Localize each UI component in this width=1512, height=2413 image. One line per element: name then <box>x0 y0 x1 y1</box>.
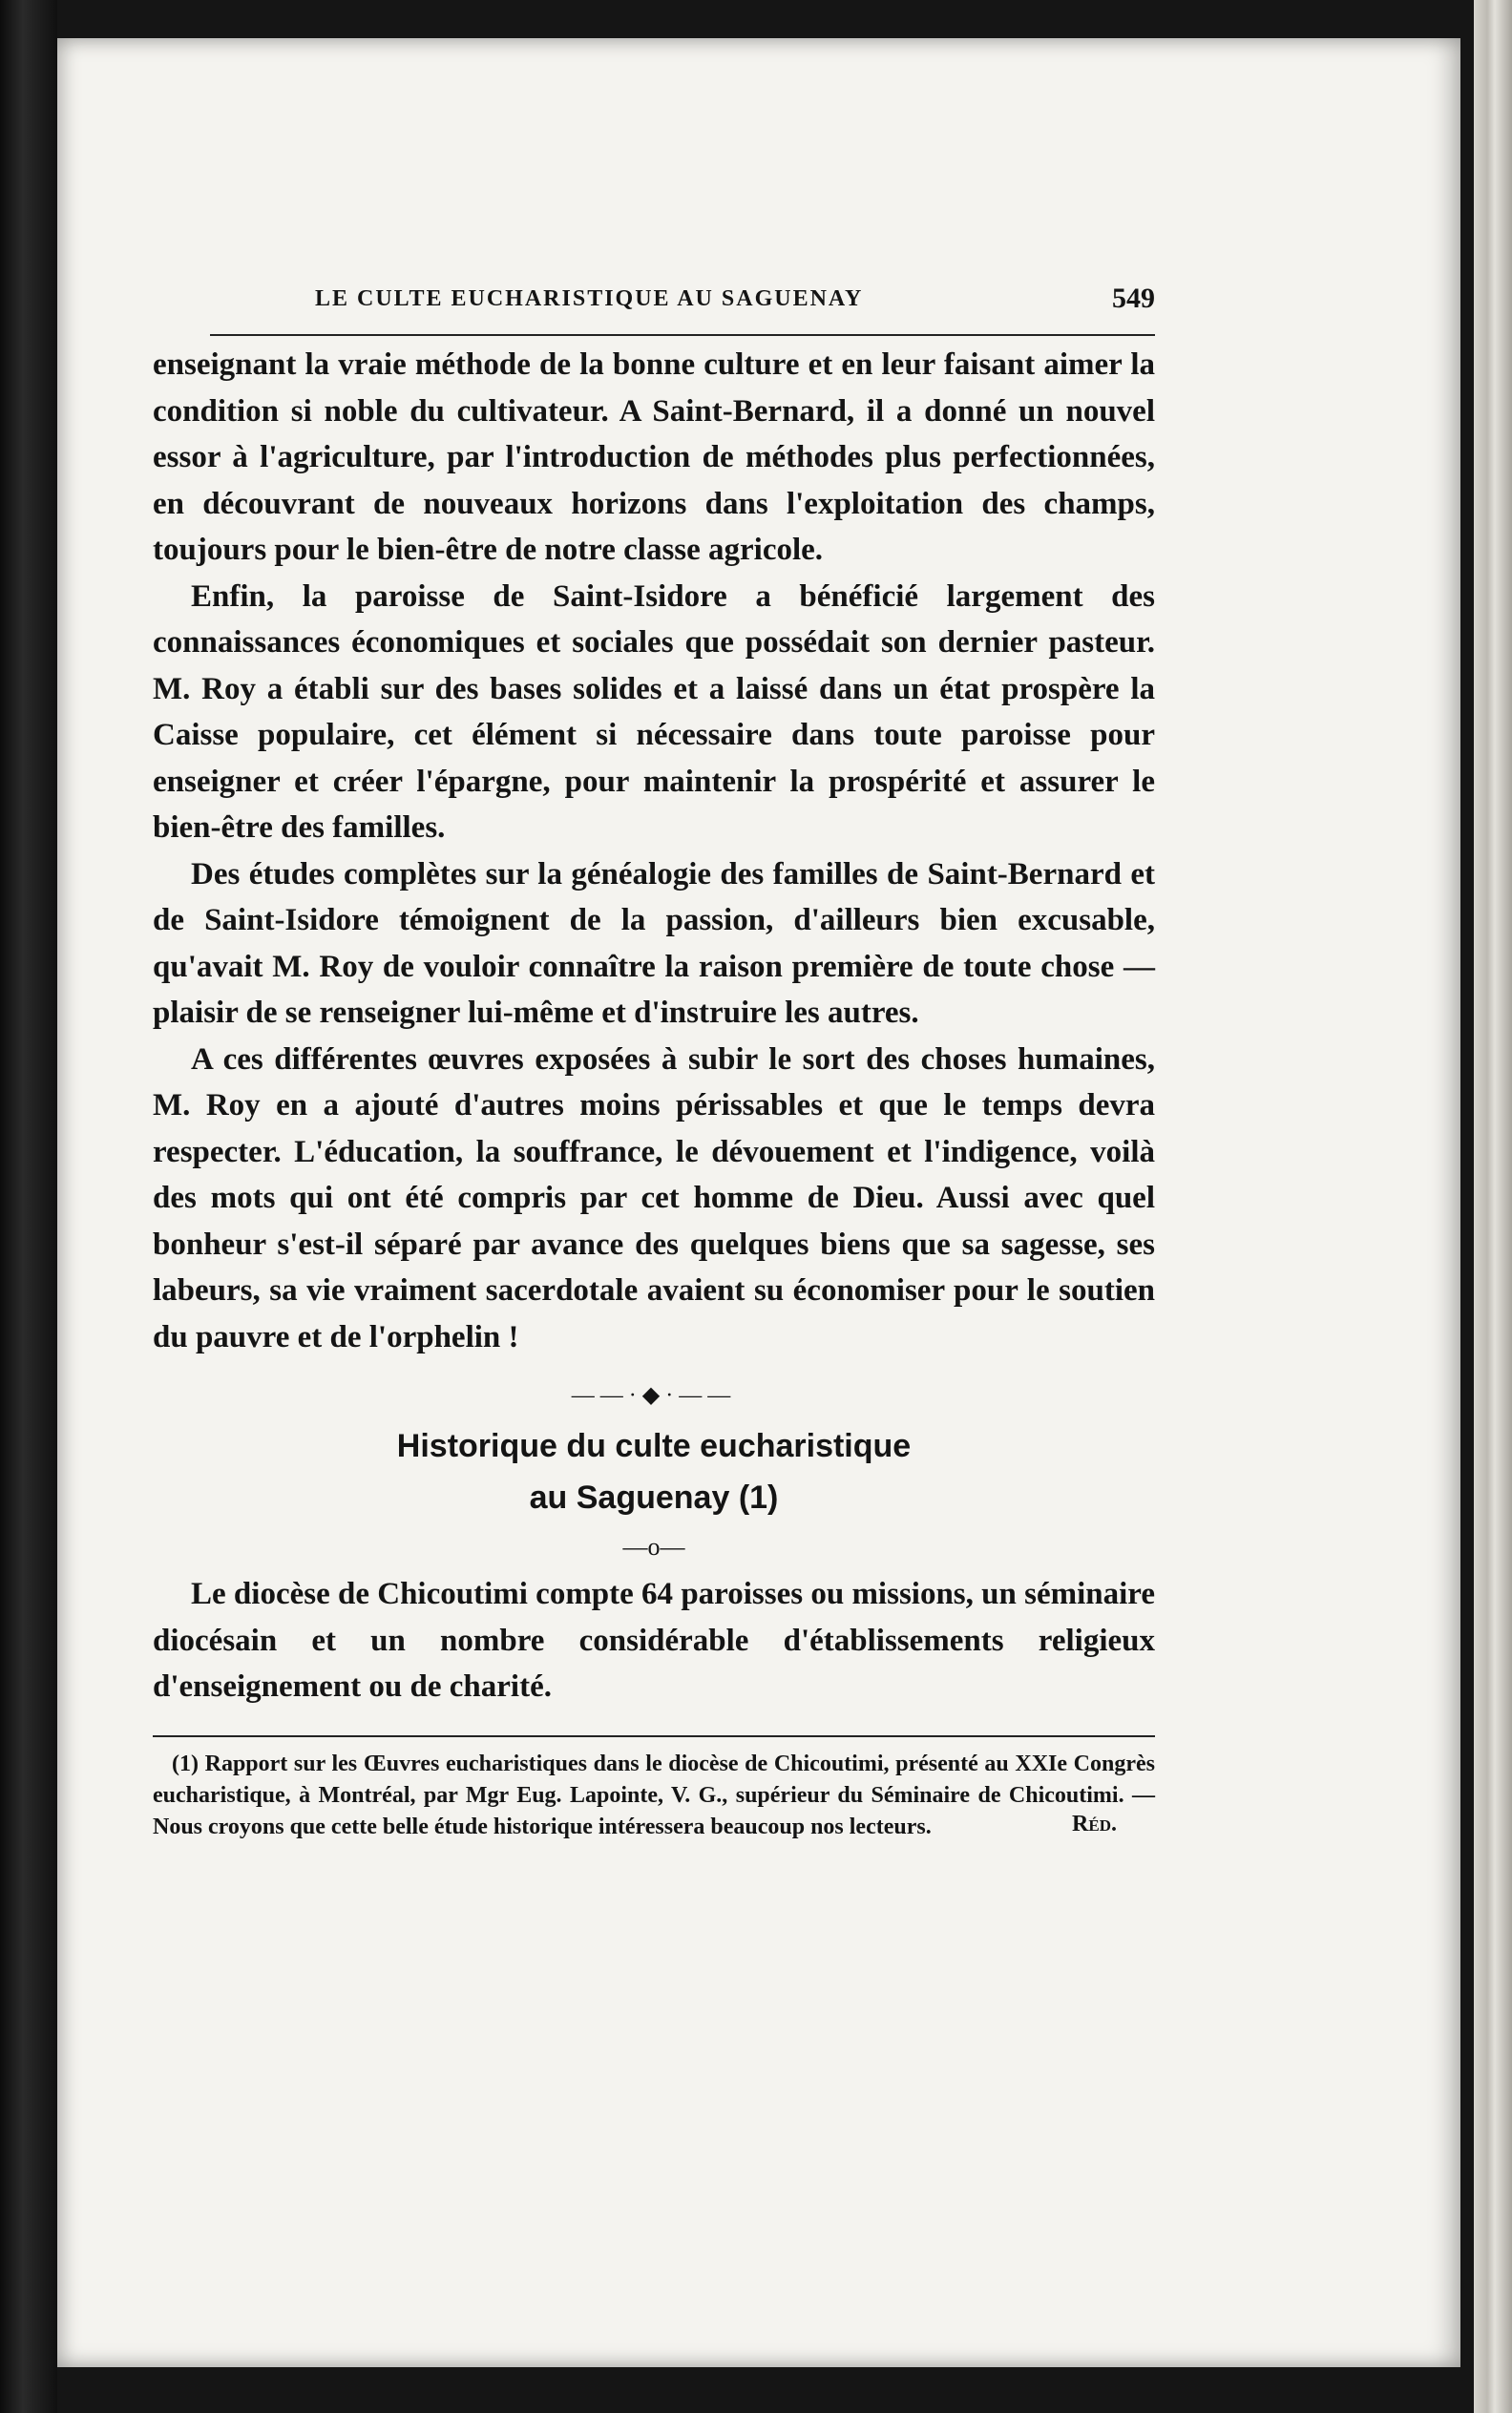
page-number: 549 <box>1112 283 1155 314</box>
paragraph-2: Enfin, la paroisse de Saint-Isidore a bénéficié largement des connaissances économiques et sociales que possédait son dernier pasteur. M. Roy a établi sur des bases solides et a laissé dans un état prospère la Caisse populaire, cet élément si nécessaire dans toute paroisse pour enseigner et créer l'épargne, pour maintenir la prospérité et assurer le bien-être des familles. <box>153 578 1155 845</box>
running-header <box>210 267 1155 336</box>
section-paragraph: Le diocèse de Chicoutimi compte 64 paroisses ou missions, un séminaire diocésain et un nombre considérable d'établissements religieux d'enseignement ou de charité. <box>153 1577 1155 1704</box>
section-title-line-2: au Saguenay (1) <box>529 1479 779 1516</box>
page-content <box>153 267 1155 1837</box>
binding-edge <box>0 0 57 2413</box>
sub-divider: —o— <box>622 1533 685 1561</box>
running-title: LE CULTE EUCHARISTIQUE AU SAGUENAY <box>315 286 864 311</box>
page-stack-edge <box>1474 0 1512 2413</box>
book-page <box>57 38 1460 2367</box>
paragraph-1: enseignant la vraie méthode de la bonne culture et en leur faisant aimer la condition si noble du cultivateur. A Saint-Bernard, il a donné un nouvel essor à l'agriculture, par l'introduction de méthodes plus perfectionnées, en découvrant de nouveaux horizons dans l'exploitation des champs, toujours pour le bien-être de notre classe agricole. <box>153 347 1155 567</box>
footnote-text: (1) Rapport sur les Œuvres eucharistiques dans le diocèse de Chicoutimi, présenté au XXIe Congrès eucharistique, à Montréal, par Mgr Eug. Lapointe, V. G., supérieur du Séminaire de Chicoutimi. — Nous croyons que cette belle étude historique intéressera beaucoup nos lecteurs. <box>153 1751 1155 1839</box>
section-ornament: ——·◆·—— <box>571 1383 737 1408</box>
footnote-rule <box>153 1735 1155 1737</box>
paragraph-3: Des études complètes sur la généalogie des familles de Saint-Bernard et de Saint-Isidore témoignent de la passion, d'ailleurs bien excusable, qu'avait M. Roy de vouloir connaître la raison première de toute chose — plaisir de se renseigner lui-même et d'instruire les autres. <box>153 856 1155 1030</box>
footnote-signature: Réd. <box>1072 1811 1117 1836</box>
section-title-line-1: Historique du culte eucharistique <box>396 1428 912 1464</box>
paragraph-4: A ces différentes œuvres exposées à subir le sort des choses humaines, M. Roy en a ajouté d'autres moins périssables et que le temps devra respecter. L'éducation, la souffrance, le dévouement et l'indigence, voilà des mots qui ont été compris par cet homme de Dieu. Aussi avec quel bonheur s'est-il séparé par avance des quelques biens que sa sagesse, ses labeurs, sa vie vraiment sacerdotale avaient su économiser pour le soutien du pauvre et de l'orphelin ! <box>153 1041 1155 1354</box>
